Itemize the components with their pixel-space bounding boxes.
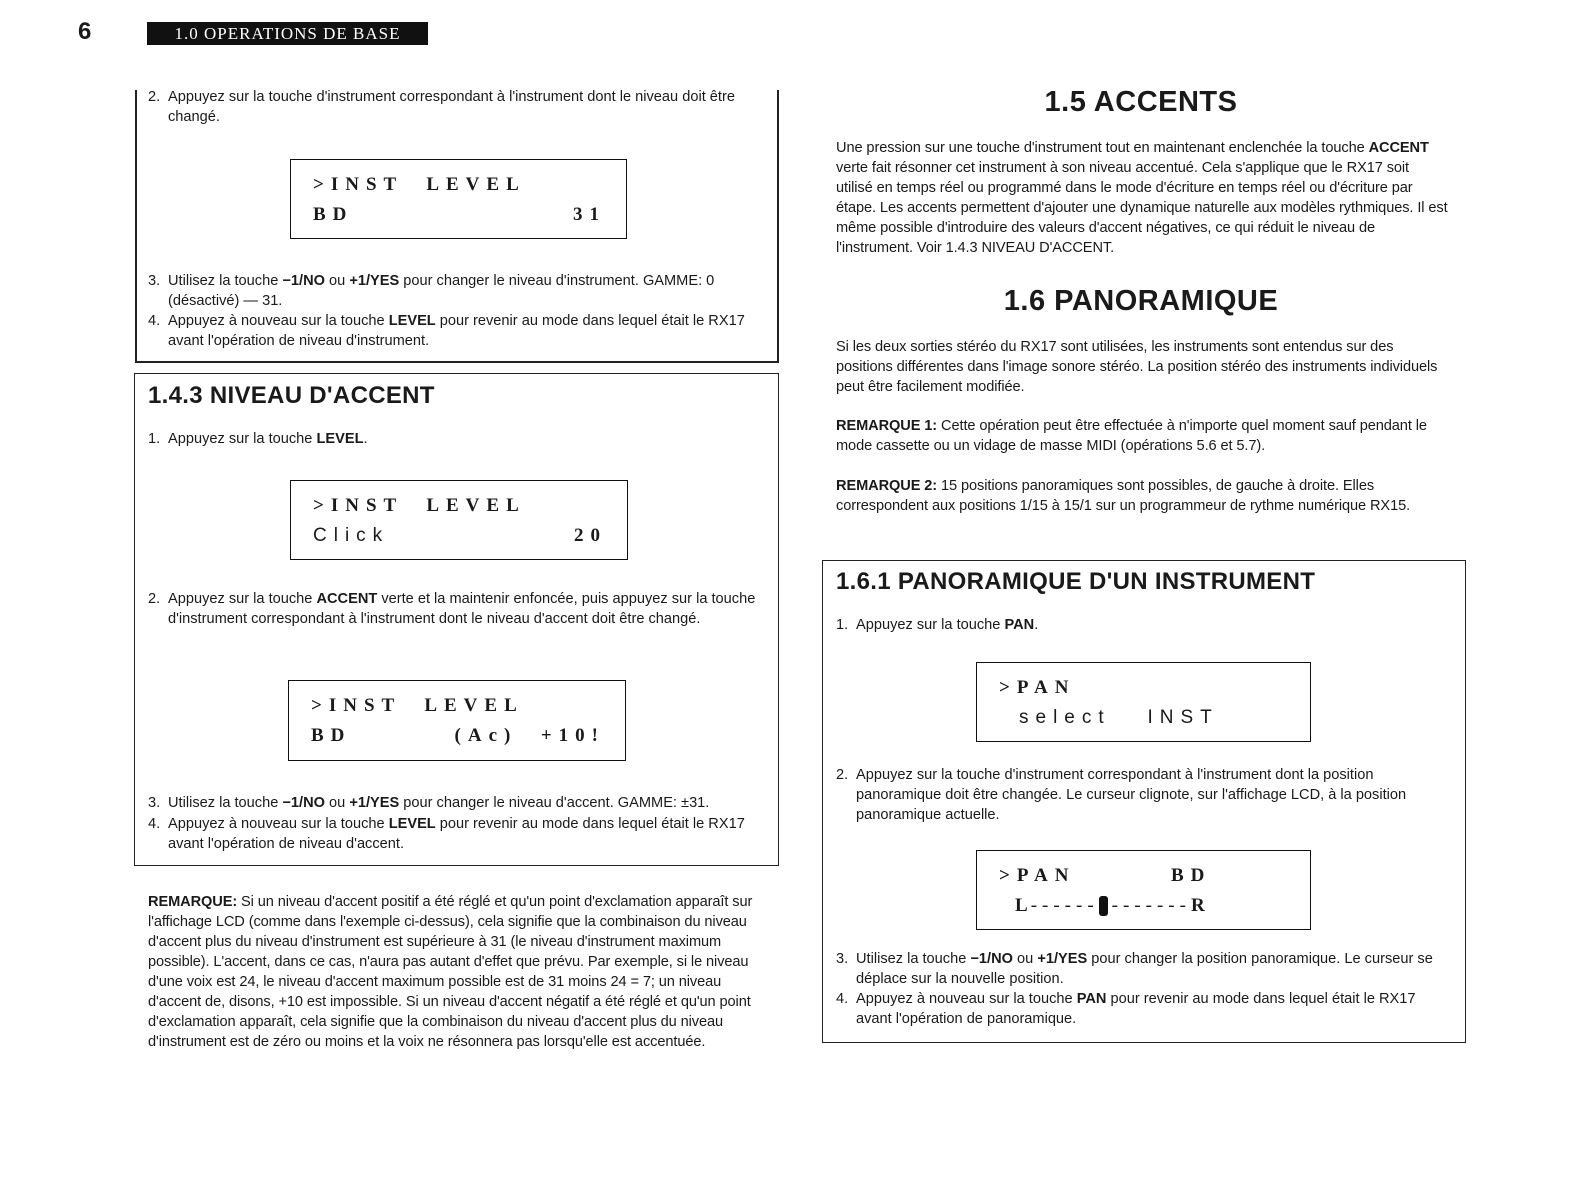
remark-label: REMARQUE:	[148, 894, 238, 910]
lcd-line-1: >PAN	[999, 865, 1076, 886]
step-text: Appuyez sur la touche d'instrument correspondant à l'instrument dont la position panoramique doit être changée. Le curseur clignote, sur l'affichage LCD, à la position panoramique actuelle.	[856, 767, 1407, 823]
section-title: 1.6.1 PANORAMIQUE D'UN INSTRUMENT	[836, 568, 1316, 595]
step-text: Appuyez à nouveau sur la touche PAN pour revenir au mode dans lequel était le RX17 avant l'opération de panoramique.	[856, 991, 1416, 1027]
step-item	[836, 765, 1456, 825]
lcd-instrument: BD	[1171, 865, 1212, 886]
pan-dashes-left: ------	[1030, 895, 1099, 916]
lcd-display	[290, 159, 627, 239]
step-text: Appuyez à nouveau sur la touche LEVEL pour revenir au mode dans lequel était le RX17 avant l'opération de niveau d'accent.	[168, 816, 745, 852]
step-number: 1.	[836, 617, 849, 633]
box-line-left	[135, 90, 137, 362]
section-title: 1.4.3 NIVEAU D'ACCENT	[148, 382, 435, 409]
section-title-pan: 1.6 PANORAMIQUE	[1003, 285, 1279, 317]
section-header: 1.0 OPERATIONS DE BASE	[147, 22, 428, 45]
box-line-right	[777, 90, 779, 362]
step-text: Utilisez la touche −1/NO ou +1/YES pour changer le niveau d'instrument. GAMME: 0 (désactivé) — 31.	[168, 273, 715, 309]
step-text: Appuyez sur la touche LEVEL.	[168, 431, 368, 447]
accents-paragraph: Une pression sur une touche d'instrument tout en maintenant enclenchée la touche ACCENT verte fait résonner cet instrument à son niveau accentué. Cela s'applique que le RX17 soit utilisé en temps réel ou programmé dans le mode d'écriture en temps réel ou d'écriture par étape. Les accents permettent d'ajouter une dynamique naturelle aux modèles rythmiques. Il est même possible d'introduire des valeurs d'accent négatives, ce qui réduit le niveau de l'instrument. Voir 1.4.3 NIVEAU D'ACCENT.	[836, 140, 1448, 256]
step-number: 4.	[148, 313, 161, 329]
step-text: Appuyez sur la touche PAN.	[856, 617, 1039, 633]
step-number: 3.	[148, 273, 161, 289]
step-item	[836, 949, 1448, 989]
step-number: 2.	[148, 591, 161, 607]
step-item	[836, 615, 1448, 635]
step-text: Appuyez sur la touche ACCENT verte et la maintenir enfoncée, puis appuyez sur la touche d'instrument correspondant à l'instrument dont le niveau d'accent doit être changé.	[168, 591, 756, 627]
lcd-instrument: BD	[313, 204, 354, 225]
lcd-display	[288, 680, 626, 761]
step-number: 2.	[148, 89, 161, 105]
step-number: 3.	[836, 951, 849, 967]
step-item	[148, 271, 758, 311]
pan-dashes-right: -------	[1111, 895, 1191, 916]
page-number: 6	[78, 18, 92, 45]
lcd-instrument: BD	[311, 725, 352, 746]
step-item	[148, 589, 760, 629]
lcd-line-1: >PAN	[999, 677, 1076, 698]
box-line-bottom	[135, 361, 779, 363]
step-text: Utilisez la touche −1/NO ou +1/YES pour changer le niveau d'accent. GAMME: ±31.	[168, 795, 710, 811]
remark-paragraph	[148, 892, 764, 1052]
step-text: Appuyez sur la touche d'instrument correspondant à l'instrument dont le niveau doit être changé.	[168, 89, 735, 125]
pan-remark-1: REMARQUE 1: Cette opération peut être effectuée à n'importe quel moment sauf pendant le mode cassette ou un vidage de masse MIDI (opérations 5.6 et 5.7).	[836, 418, 1427, 454]
lcd-line-1: >INST LEVEL	[311, 695, 524, 716]
step-item	[148, 814, 758, 854]
lcd-instrument: Click	[313, 525, 390, 546]
lcd-line-2: select INST	[1019, 707, 1219, 728]
step-text: Utilisez la touche −1/NO ou +1/YES pour changer la position panoramique. Le curseur se déplace sur la nouvelle position.	[856, 951, 1433, 987]
pan-remark-2: REMARQUE 2: 15 positions panoramiques sont possibles, de gauche à droite. Elles correspondent aux positions 1/15 à 15/1 sur un programmeur de rythme numérique RX15.	[836, 478, 1411, 514]
pan-intro: Si les deux sorties stéréo du RX17 sont utilisées, les instruments sont entendus sur des positions différentes dans l'image sonore stéréo. La position stéréo des instruments individuels peut être facilement modifiée.	[836, 339, 1438, 395]
step-item	[836, 989, 1448, 1029]
step-item	[148, 87, 758, 127]
step-item	[148, 793, 768, 813]
lcd-value: 31	[573, 204, 606, 225]
lcd-display	[290, 480, 628, 560]
lcd-display	[976, 662, 1311, 742]
lcd-value: 20	[574, 525, 607, 546]
step-number: 4.	[148, 816, 161, 832]
step-number: 1.	[148, 431, 161, 447]
pan-left-label: L	[1015, 895, 1031, 916]
section-title-accents: 1.5 ACCENTS	[1044, 86, 1238, 118]
lcd-line-1: >INST LEVEL	[313, 495, 526, 516]
pan-cursor	[1099, 896, 1108, 916]
step-text: Appuyez à nouveau sur la touche LEVEL pour revenir au mode dans lequel était le RX17 avant l'opération de niveau d'instrument.	[168, 313, 745, 349]
lcd-line-1: >INST LEVEL	[313, 174, 526, 195]
step-number: 2.	[836, 767, 849, 783]
lcd-value: (Ac) +10!	[454, 725, 605, 746]
lcd-display	[976, 850, 1311, 930]
step-item	[148, 429, 758, 449]
step-number: 3.	[148, 795, 161, 811]
remark-text: Si un niveau d'accent positif a été réglé et qu'un point d'exclamation apparaît sur l'affichage LCD (comme dans l'exemple ci-dessus), cela signifie que la combinaison du niveau d'accent plus du niveau d'instrument est supérieure à 31 (le niveau d'instrument maximum possible). L'accent, dans ce cas, n'aura pas autant d'effet que prévu. Par exemple, si le niveau d'une voix est 24, le niveau d'accent maximum possible est de 31 moins 24 = 7; un niveau d'accent de, disons, +10 est impossible. Si un niveau d'accent négatif a été réglé et qu'un point d'exclamation apparaît, cela signifie que la combinaison du niveau d'accent plus du niveau d'instrument est de zéro ou moins et la voix ne résonnera pas lorsqu'elle est accentuée.	[148, 894, 753, 1050]
pan-right-label: R	[1190, 895, 1208, 916]
step-item	[148, 311, 758, 351]
step-number: 4.	[836, 991, 849, 1007]
